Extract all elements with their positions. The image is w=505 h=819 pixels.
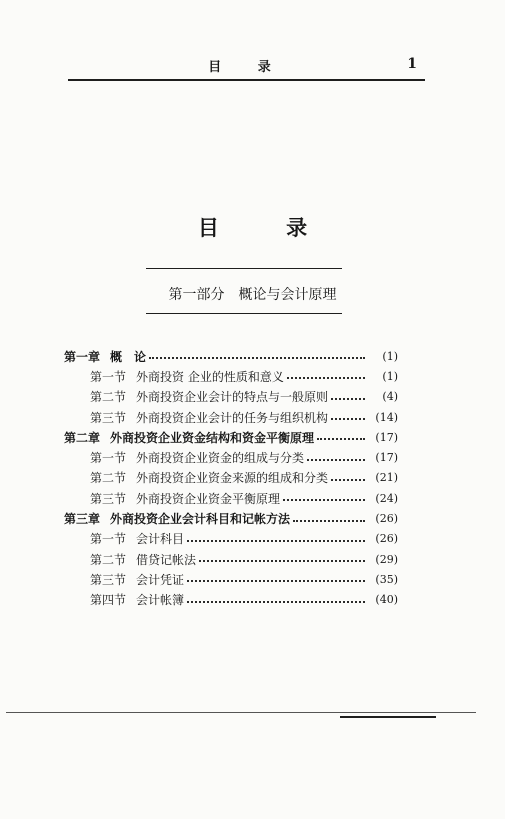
toc-section-row bbox=[64, 407, 398, 427]
toc-chapter-row bbox=[64, 427, 398, 447]
toc-title: 外商投资企业资金的组成与分类 bbox=[136, 451, 305, 466]
toc-page: (17) bbox=[375, 430, 398, 444]
toc-number: 第一节 bbox=[90, 532, 127, 547]
toc-page: (4) bbox=[382, 390, 398, 404]
toc-chapter-row bbox=[64, 508, 398, 528]
toc-section-row bbox=[64, 366, 398, 386]
toc-leader bbox=[187, 540, 365, 542]
toc-section-row bbox=[64, 529, 398, 549]
toc-leader bbox=[307, 459, 365, 461]
toc-number: 第二节 bbox=[90, 471, 127, 486]
toc-number: 第一章 bbox=[64, 349, 101, 364]
part-rule-top bbox=[146, 268, 342, 269]
toc-page: (1) bbox=[382, 349, 398, 363]
toc-page: (17) bbox=[375, 451, 398, 465]
toc-number: 第三节 bbox=[90, 572, 127, 587]
toc-chapter-row bbox=[64, 346, 398, 366]
toc-number: 第三节 bbox=[90, 410, 127, 425]
toc-number: 第二节 bbox=[90, 552, 127, 567]
toc-page: (40) bbox=[375, 593, 398, 607]
toc-section-row bbox=[64, 387, 398, 407]
toc-title: 会计凭证 bbox=[136, 572, 185, 587]
toc-number: 第一节 bbox=[90, 369, 127, 384]
running-header-title: 目 录 bbox=[208, 60, 287, 75]
toc-number: 第三章 bbox=[64, 512, 101, 527]
toc-page: (21) bbox=[375, 471, 398, 485]
toc-page: (29) bbox=[375, 552, 398, 566]
toc-leader bbox=[187, 601, 365, 603]
toc-leader bbox=[199, 560, 365, 562]
toc-title: 外商投资企业会计的特点与一般原则 bbox=[136, 390, 329, 405]
toc-leader bbox=[331, 418, 365, 420]
toc-number: 第二章 bbox=[64, 430, 101, 445]
toc-title: 外商投资 企业的性质和意义 bbox=[136, 369, 284, 384]
footer-rule bbox=[6, 712, 476, 713]
toc-leader bbox=[317, 438, 365, 440]
toc-section-row bbox=[64, 549, 398, 569]
toc-page: (26) bbox=[375, 512, 398, 526]
toc-title: 概 论 bbox=[110, 349, 147, 364]
running-header bbox=[70, 56, 425, 78]
toc-page: (35) bbox=[375, 572, 398, 586]
footer-rule-accent bbox=[340, 716, 436, 718]
toc-title: 借贷记帐法 bbox=[136, 552, 197, 567]
toc-number: 第一节 bbox=[90, 451, 127, 466]
toc-leader bbox=[331, 479, 365, 481]
toc-number: 第四节 bbox=[90, 593, 127, 608]
page-title: 目 录 bbox=[197, 215, 338, 240]
part-title: 第一部分 概论与会计原理 bbox=[168, 287, 337, 303]
part-rule-bottom bbox=[146, 313, 342, 314]
toc-section-row bbox=[64, 447, 398, 467]
toc-section-row bbox=[64, 468, 398, 488]
header-rule bbox=[68, 79, 425, 81]
toc-title: 外商投资企业会计的任务与组织机构 bbox=[136, 410, 329, 425]
toc-title: 外商投资企业资金来源的组成和分类 bbox=[136, 471, 329, 486]
toc-section-row bbox=[64, 569, 398, 589]
toc-title: 外商投资企业资金结构和资金平衡原理 bbox=[110, 430, 315, 445]
toc-number: 第三节 bbox=[90, 491, 127, 506]
toc-title: 外商投资企业会计科目和记帐方法 bbox=[110, 512, 291, 527]
table-of-contents bbox=[64, 346, 398, 610]
toc-page: (14) bbox=[375, 410, 398, 424]
toc-title: 外商投资企业资金平衡原理 bbox=[136, 491, 281, 506]
toc-leader bbox=[283, 499, 365, 501]
toc-leader bbox=[287, 377, 365, 379]
toc-title: 会计帐簿 bbox=[136, 593, 185, 608]
toc-number: 第二节 bbox=[90, 390, 127, 405]
toc-page: (1) bbox=[382, 369, 398, 383]
toc-section-row bbox=[64, 590, 398, 610]
toc-leader bbox=[149, 357, 365, 359]
toc-section-row bbox=[64, 488, 398, 508]
toc-leader bbox=[187, 580, 365, 582]
page-number: 1 bbox=[407, 56, 417, 72]
toc-leader bbox=[331, 398, 365, 400]
toc-title: 会计科目 bbox=[136, 532, 185, 547]
toc-page: (24) bbox=[375, 491, 398, 505]
toc-page: (26) bbox=[375, 532, 398, 546]
toc-leader bbox=[293, 520, 365, 522]
